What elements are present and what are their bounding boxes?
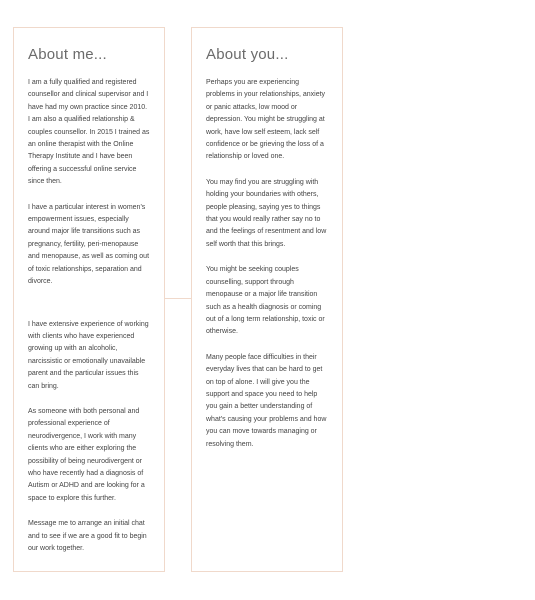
about-me-paragraph-1: I am a fully qualified and registered counsellor and clinical supervisor and I have had my own practice since 2010. I am also a qualified relationship & couples counsellor. In 2015 I trained as an online therapist with the Online Therapy Institute and I have been offering a successful online service since then. — [28, 79, 150, 186]
about-you-paragraph-4: Many people face difficulties in their everyday lives that can be hard to get on top of alone. I will give you the support and space you need to help you gain a better understanding of what's causing your problems and how you can move towards managing or resolving them. — [206, 353, 327, 448]
about-you-paragraph-3: You might be seeking couples counselling, support through menopause or a major life transition such as a health diagnosis or coming out of a long term relationship, toxic or otherwise. — [206, 266, 325, 336]
about-you-card — [191, 27, 343, 572]
about-me-paragraph-4: As someone with both personal and professional experience of neurodivergence, I work with many clients who are either exploring the possibility of being neurodivergent or who have recently had a diagnosis of Autism or ADHD and are looking for a space to explore this further. — [28, 407, 145, 502]
about-me-paragraph-3: I have extensive experience of working with clients who have experienced growing up with an alcoholic, narcissistic or emotionally unavailable parent and the particular issues this can bring. — [28, 320, 149, 390]
about-you-title: About you... — [206, 46, 289, 63]
about-you-paragraph-2: You may find you are struggling with holding your boundaries with others, people pleasing, saying yes to things that you would really rather say no to and the feelings of resentment and low self worth that this brings. — [206, 178, 327, 248]
about-you-paragraph-1: Perhaps you are experiencing problems in your relationships, anxiety or panic attacks, low mood or depression. You might be struggling at work, have low self esteem, lack self confidence or be grieving the loss of a relationship or loved one. — [206, 79, 326, 161]
card-connector-line — [165, 298, 191, 299]
about-me-paragraph-2: I have a particular interest in women's empowerment issues, especially around major life transitions such as pregnancy, fertility, peri-menopause and menopause, as well as coming out of toxic relationships, separation and divorce. — [28, 203, 150, 286]
about-me-paragraph-5: Message me to arrange an initial chat and to see if we are a good fit to begin our work together. — [28, 520, 147, 552]
about-me-title: About me... — [28, 46, 107, 63]
about-me-card — [13, 27, 165, 572]
